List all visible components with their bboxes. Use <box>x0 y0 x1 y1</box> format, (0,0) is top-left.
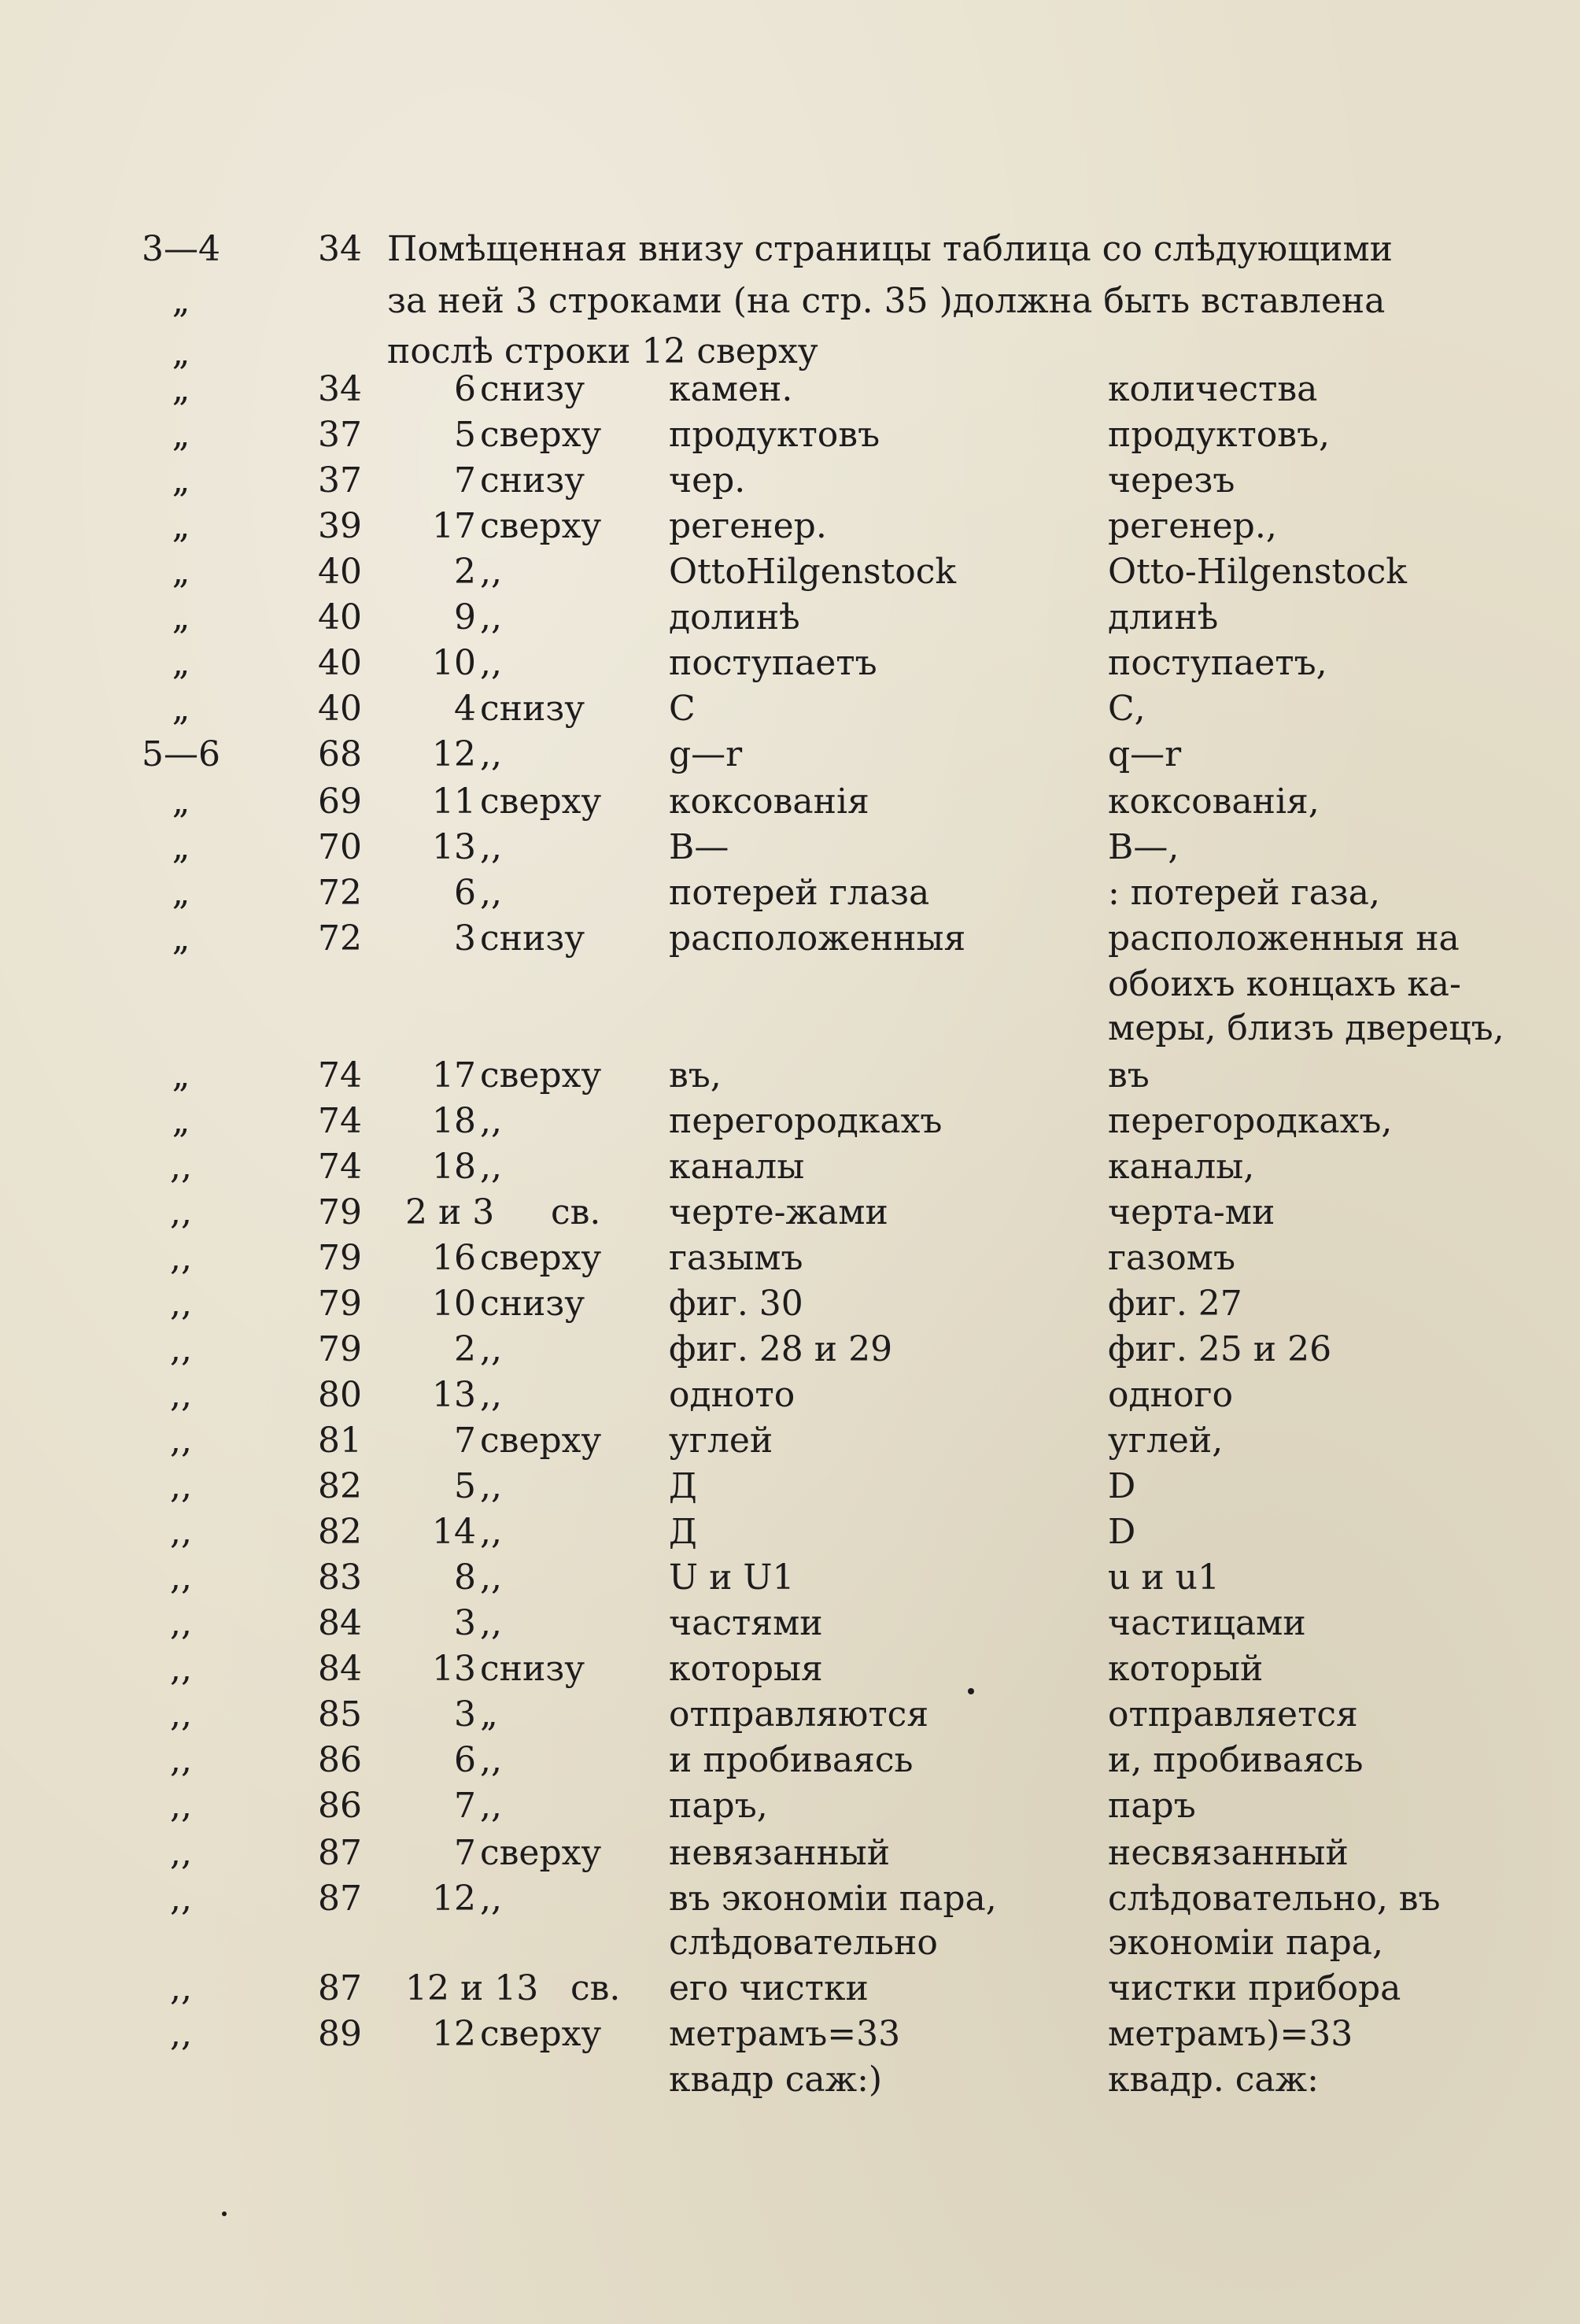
errata-row <box>0 595 1580 641</box>
errata-row <box>0 1876 1580 1922</box>
cell-line: 4 <box>454 689 476 729</box>
cell-direction: ,, <box>480 597 502 637</box>
cell-volume: „ <box>172 597 190 637</box>
cell-direction: „ <box>480 1694 498 1735</box>
cell-line: 2 и 3 <box>405 1192 495 1232</box>
cell-line: 12 <box>432 1879 476 1919</box>
cell-direction: сверху <box>480 2014 602 2054</box>
errata-row <box>0 1601 1580 1646</box>
cell-printed: продуктовъ <box>669 415 880 455</box>
cell-line: 6 <box>454 873 476 913</box>
errata-row <box>0 367 1580 412</box>
cell-volume: „ <box>172 1101 190 1141</box>
cell-page: 84 <box>318 1649 362 1689</box>
cell-volume: ,, <box>170 1694 192 1735</box>
cell-volume: ,, <box>170 1512 192 1552</box>
cell-read: паръ <box>1108 1786 1196 1826</box>
errata-row <box>0 504 1580 549</box>
cell-read: расположенныя на <box>1108 918 1460 959</box>
cell-line: 7 <box>454 460 476 501</box>
cell-page: 83 <box>318 1557 362 1598</box>
cell-read: количества <box>1108 369 1318 409</box>
cell-line: 10 <box>432 643 476 683</box>
cell-printed: С <box>669 689 696 729</box>
cell-page: 80 <box>318 1375 362 1415</box>
cell-read: продуктовъ, <box>1108 415 1331 455</box>
cell-printed: паръ, <box>669 1786 768 1826</box>
cell-volume: ,, <box>170 1284 192 1324</box>
errata-row <box>0 1006 1580 1051</box>
cell-read: одного <box>1108 1375 1233 1415</box>
cell-page: 74 <box>318 1101 362 1141</box>
cell-line: 18 <box>432 1147 476 1187</box>
ditto-mark: „ <box>172 333 190 373</box>
cell-printed: въ экономіи пара, <box>669 1879 997 1919</box>
cell-page: 86 <box>318 1740 362 1780</box>
cell-printed: каналы <box>669 1147 805 1187</box>
errata-row <box>0 641 1580 686</box>
cell-volume: „ <box>172 918 190 959</box>
cell-page: 70 <box>318 827 362 867</box>
cell-line: 13 <box>432 1649 476 1689</box>
cell-line: 6 <box>454 1740 476 1780</box>
cell-volume: ,, <box>170 1740 192 1780</box>
cell-read: метрамъ)=33 <box>1108 2014 1353 2054</box>
cell-direction: св. <box>551 1192 601 1232</box>
cell-read: D <box>1108 1512 1136 1552</box>
cell-direction: ,, <box>480 873 502 913</box>
cell-printed: его чистки <box>669 1968 869 2008</box>
cell-printed: поступаетъ <box>669 643 877 683</box>
cell-direction: сверху <box>480 415 602 455</box>
cell-read: коксованія, <box>1108 781 1320 822</box>
errata-row <box>0 1555 1580 1601</box>
errata-row <box>0 412 1580 458</box>
cell-direction: сверху <box>480 1238 602 1278</box>
errata-row <box>0 2012 1580 2057</box>
cell-volume: ,, <box>170 1329 192 1369</box>
cell-line: 5 <box>454 1466 476 1506</box>
cell-line: 16 <box>432 1238 476 1278</box>
cell-printed: невязанный <box>669 1833 891 1873</box>
cell-read: D <box>1108 1466 1136 1506</box>
cell-volume: ,, <box>170 1557 192 1598</box>
cell-printed: Д <box>669 1512 697 1552</box>
errata-row <box>0 962 1580 1007</box>
errata-row <box>0 1738 1580 1783</box>
cell-line: 18 <box>432 1101 476 1141</box>
cell-read: u и u1 <box>1108 1557 1220 1598</box>
cell-line: 3 <box>454 1694 476 1735</box>
cell-printed: которыя <box>669 1649 823 1689</box>
cell-volume: ,, <box>170 1833 192 1873</box>
cell-line: 13 <box>432 827 476 867</box>
cell-page: 39 <box>318 506 362 546</box>
cell-page: 40 <box>318 597 362 637</box>
cell-page: 84 <box>318 1603 362 1643</box>
cell-printed: регенер. <box>669 506 827 546</box>
cell-direction: снизу <box>480 918 585 959</box>
cell-line: 7 <box>454 1421 476 1461</box>
cell-printed: однотo <box>669 1375 796 1415</box>
cell-printed: метрамъ=33 <box>669 2014 901 2054</box>
cell-line: 12 <box>432 734 476 774</box>
errata-row <box>0 1281 1580 1327</box>
cell-printed: камен. <box>669 369 793 409</box>
cell-volume: „ <box>172 873 190 913</box>
cell-read: регенер., <box>1108 506 1277 546</box>
errata-row <box>0 1327 1580 1373</box>
cell-volume: ,, <box>170 1968 192 2008</box>
cell-page: 68 <box>318 734 362 774</box>
cell-read: квадр. саж: <box>1108 2060 1319 2100</box>
cell-direction: ,, <box>480 1512 502 1552</box>
cell-printed: U и U1 <box>669 1557 795 1598</box>
cell-direction: сверху <box>480 1421 602 1461</box>
cell-volume: „ <box>172 460 190 501</box>
cell-page: 40 <box>318 689 362 729</box>
cell-line: 3 <box>454 1603 476 1643</box>
cell-direction: ,, <box>480 1603 502 1643</box>
cell-direction: снизу <box>480 460 585 501</box>
cell-read: углей, <box>1108 1421 1224 1461</box>
cell-volume: „ <box>172 781 190 822</box>
cell-line: 12 и 13 <box>405 1968 539 2008</box>
cell-read: обоихъ концахъ ка- <box>1108 964 1461 1004</box>
note-line-3: послѣ строки 12 сверху <box>387 331 818 371</box>
cell-printed: отправляются <box>669 1694 929 1735</box>
cell-read: фиг. 25 и 26 <box>1108 1329 1332 1369</box>
cell-volume: ,, <box>170 1192 192 1232</box>
cell-page: 37 <box>318 415 362 455</box>
print-speck <box>222 2211 227 2216</box>
note-line-2: за ней 3 строками (на стр. 35 )должна быть вставлена <box>387 281 1386 321</box>
cell-direction: ,, <box>480 734 502 774</box>
errata-row <box>0 1509 1580 1555</box>
errata-row <box>0 549 1580 595</box>
cell-printed: долинѣ <box>669 597 800 637</box>
cell-read: въ <box>1108 1055 1150 1095</box>
cell-volume: „ <box>172 1055 190 1095</box>
cell-volume: 5—6 <box>142 734 220 774</box>
cell-printed: газымъ <box>669 1238 803 1278</box>
cell-read: и, пробиваясь <box>1108 1740 1364 1780</box>
cell-line: 7 <box>454 1786 476 1826</box>
cell-read: В—, <box>1108 827 1179 867</box>
cell-read: длинѣ <box>1108 597 1219 637</box>
cell-printed: углей <box>669 1421 773 1461</box>
cell-page: 79 <box>318 1329 362 1369</box>
cell-line: 17 <box>432 506 476 546</box>
cell-page: 86 <box>318 1786 362 1826</box>
cell-direction: сверху <box>480 1833 602 1873</box>
cell-direction: ,, <box>480 1147 502 1187</box>
ditto-mark: „ <box>172 281 190 321</box>
cell-read: газомъ <box>1108 1238 1235 1278</box>
cell-printed: въ, <box>669 1055 722 1095</box>
cell-page: 72 <box>318 873 362 913</box>
cell-volume: „ <box>172 689 190 729</box>
cell-volume: „ <box>172 415 190 455</box>
cell-page: 79 <box>318 1238 362 1278</box>
cell-read: : потерей газа, <box>1108 873 1381 913</box>
cell-printed: чер. <box>669 460 746 501</box>
cell-volume: ,, <box>170 1421 192 1461</box>
cell-direction: снизу <box>480 369 585 409</box>
cell-direction: снизу <box>480 1284 585 1324</box>
errata-row <box>0 1373 1580 1418</box>
cell-page: 87 <box>318 1879 362 1919</box>
cell-page: 37 <box>318 460 362 501</box>
cell-line: 13 <box>432 1375 476 1415</box>
errata-row <box>0 1053 1580 1099</box>
cell-line: 6 <box>454 369 476 409</box>
cell-direction: ,, <box>480 1740 502 1780</box>
print-speck <box>968 1688 974 1694</box>
cell-line: 2 <box>454 552 476 592</box>
cell-read: перегородкахъ, <box>1108 1101 1393 1141</box>
cell-line: 5 <box>454 415 476 455</box>
cell-line: 17 <box>432 1055 476 1095</box>
cell-direction: снизу <box>480 689 585 729</box>
errata-row <box>0 1920 1580 1966</box>
note-line-1: Помѣщенная внизу страницы таблица со слѣдующими <box>387 229 1393 269</box>
cell-volume: „ <box>172 827 190 867</box>
errata-row <box>0 1692 1580 1738</box>
cell-direction: ,, <box>480 1466 502 1506</box>
cell-volume: ,, <box>170 1649 192 1689</box>
cell-direction: ,, <box>480 1375 502 1415</box>
errata-row <box>0 1831 1580 1876</box>
cell-read: который <box>1108 1649 1264 1689</box>
cell-page: 81 <box>318 1421 362 1461</box>
cell-line: 12 <box>432 2014 476 2054</box>
cell-read: черта-ми <box>1108 1192 1275 1232</box>
cell-page: 74 <box>318 1147 362 1187</box>
cell-page: 89 <box>318 2014 362 2054</box>
errata-row <box>0 2057 1580 2103</box>
cell-read: частицами <box>1108 1603 1306 1643</box>
cell-volume: ,, <box>170 1879 192 1919</box>
cell-read: несвязанный <box>1108 1833 1349 1873</box>
cell-line: 14 <box>432 1512 476 1552</box>
cell-page: 40 <box>318 552 362 592</box>
cell-page: 79 <box>318 1284 362 1324</box>
cell-volume: ,, <box>170 1375 192 1415</box>
cell-read: поступаетъ, <box>1108 643 1327 683</box>
errata-row <box>0 1190 1580 1236</box>
errata-row <box>0 870 1580 916</box>
cell-direction: сверху <box>480 506 602 546</box>
cell-page: 82 <box>318 1466 362 1506</box>
cell-read: чистки прибора <box>1108 1968 1401 2008</box>
cell-direction: ,, <box>480 1101 502 1141</box>
cell-page: 85 <box>318 1694 362 1735</box>
errata-row <box>0 1783 1580 1829</box>
cell-page: 34 <box>318 369 362 409</box>
cell-printed: Д <box>669 1466 697 1506</box>
cell-read: меры, близъ дверецъ, <box>1108 1008 1504 1048</box>
cell-read: С, <box>1108 689 1146 729</box>
cell-printed: перегородкахъ <box>669 1101 943 1141</box>
cell-direction: сверху <box>480 781 602 822</box>
cell-printed: фиг. 28 и 29 <box>669 1329 893 1369</box>
cell-page: 74 <box>318 1055 362 1095</box>
cell-printed: OttoHilgenstock <box>669 552 957 592</box>
cell-printed: слѣдовательно <box>669 1923 938 1963</box>
cell-volume: „ <box>172 506 190 546</box>
cell-read: экономіи пара, <box>1108 1923 1384 1963</box>
cell-printed: черте-жами <box>669 1192 888 1232</box>
cell-page: 87 <box>318 1833 362 1873</box>
cell-line: 11 <box>432 781 476 822</box>
cell-direction: снизу <box>480 1649 585 1689</box>
errata-row <box>0 1464 1580 1509</box>
cell-page: 69 <box>318 781 362 822</box>
cell-line: 10 <box>432 1284 476 1324</box>
errata-row <box>0 1418 1580 1464</box>
errata-row <box>0 1646 1580 1692</box>
cell-page: 82 <box>318 1512 362 1552</box>
cell-page: 87 <box>318 1968 362 2008</box>
cell-line: 2 <box>454 1329 476 1369</box>
cell-printed: В— <box>669 827 729 867</box>
header-page: 34 <box>318 229 362 269</box>
cell-read: q—r <box>1108 734 1182 774</box>
cell-direction: сверху <box>480 1055 602 1095</box>
cell-read: отправляется <box>1108 1694 1358 1735</box>
cell-page: 79 <box>318 1192 362 1232</box>
errata-row <box>0 686 1580 732</box>
cell-printed: и пробиваясь <box>669 1740 914 1780</box>
cell-direction: ,, <box>480 643 502 683</box>
errata-row <box>0 732 1580 778</box>
cell-direction: ,, <box>480 1329 502 1369</box>
cell-page: 72 <box>318 918 362 959</box>
cell-volume: ,, <box>170 1466 192 1506</box>
cell-direction: ,, <box>480 552 502 592</box>
cell-volume: ,, <box>170 1147 192 1187</box>
cell-direction: ,, <box>480 1786 502 1826</box>
cell-printed: фиг. 30 <box>669 1284 803 1324</box>
cell-volume: ,, <box>170 1786 192 1826</box>
errata-row <box>0 1099 1580 1144</box>
cell-read: фиг. 27 <box>1108 1284 1242 1324</box>
cell-printed: квадр саж:) <box>669 2060 883 2100</box>
errata-row <box>0 458 1580 504</box>
errata-row <box>0 825 1580 870</box>
cell-line: 7 <box>454 1833 476 1873</box>
cell-volume: ,, <box>170 1238 192 1278</box>
cell-read: черезъ <box>1108 460 1235 501</box>
errata-row <box>0 1236 1580 1281</box>
cell-printed: g—r <box>669 734 743 774</box>
cell-volume: „ <box>172 552 190 592</box>
cell-printed: коксованія <box>669 781 869 822</box>
cell-read: Otto-Hilgenstock <box>1108 552 1407 592</box>
cell-direction: ,, <box>480 1557 502 1598</box>
cell-volume: „ <box>172 369 190 409</box>
errata-row <box>0 1966 1580 2012</box>
cell-printed: расположенныя <box>669 918 966 959</box>
cell-line: 3 <box>454 918 476 959</box>
cell-read: каналы, <box>1108 1147 1255 1187</box>
cell-direction: св. <box>570 1968 621 2008</box>
cell-printed: частями <box>669 1603 823 1643</box>
cell-volume: „ <box>172 643 190 683</box>
cell-direction: ,, <box>480 1879 502 1919</box>
cell-printed: потерей глаза <box>669 873 930 913</box>
cell-line: 8 <box>454 1557 476 1598</box>
cell-volume: ,, <box>170 1603 192 1643</box>
header-volume: 3—4 <box>142 229 220 269</box>
errata-row <box>0 1144 1580 1190</box>
errata-row <box>0 916 1580 962</box>
errata-row <box>0 779 1580 825</box>
cell-page: 40 <box>318 643 362 683</box>
cell-volume: ,, <box>170 2014 192 2054</box>
cell-line: 9 <box>454 597 476 637</box>
cell-read: слѣдовательно, въ <box>1108 1879 1441 1919</box>
cell-direction: ,, <box>480 827 502 867</box>
